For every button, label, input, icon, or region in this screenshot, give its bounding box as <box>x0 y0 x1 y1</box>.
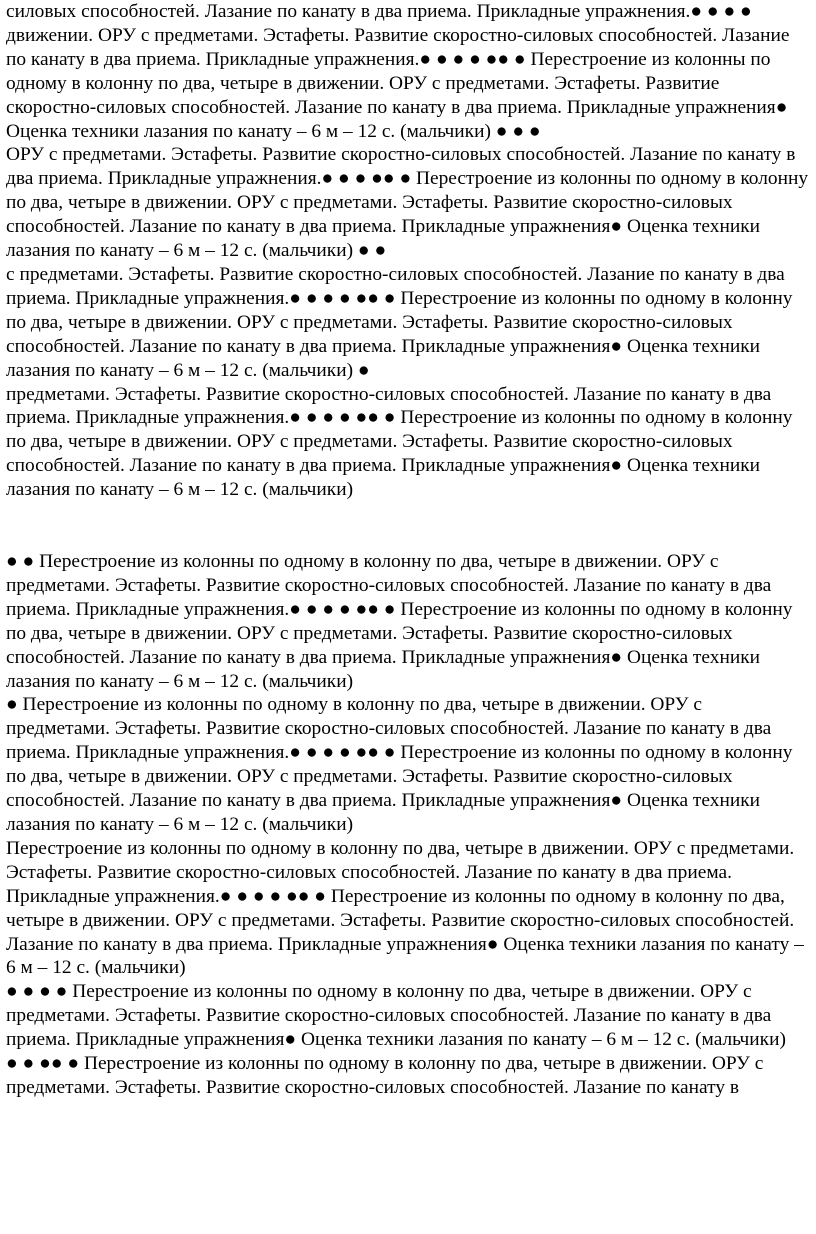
paragraph-4: с предметами. Эстафеты. Развитие скоростно-силовых способностей. Лазание по канату в два приема. Прикладные упражнения.● ● ● ● ●● ● Перестроение из колонны по одному в колонну по два, четыре в движении. ОРУ с предметами. Эстафеты. Развитие скоростно-силовых способностей. Лазание по канату в два приема. Прикладные упражнения● Оценка техники лазания по канату – 6 м – 12 с. (мальчики) ● <box>6 263 793 381</box>
paragraph-5: предметами. Эстафеты. Развитие скоростно-силовых способностей. Лазание по канату в два приема. Прикладные упражнения.● ● ● ● ●● ● Перестроение из колонны по одному в колонну по два, четыре в движении. ОРУ с предметами. Эстафеты. Развитие скоростно-силовых способностей. Лазание по канату в два приема. Прикладные упражнения● Оценка техники лазания по канату – 6 м – 12 с. (мальчики) <box>6 383 793 501</box>
paragraph-6: ● ● Перестроение из колонны по одному в колонну по два, четыре в движении. ОРУ с предметами. Эстафеты. Развитие скоростно-силовых способностей. Лазание по канату в два приема. Прикладные упражнения.● ● ● ● ●● ● Перестроение из колонны по одному в колонну по два, четыре в движении. ОРУ с предметами. Эстафеты. Развитие скоростно-силовых способностей. Лазание по канату в два приема. Прикладные упражнения● Оценка техники лазания по канату – 6 м – 12 с. (мальчики) <box>6 551 793 692</box>
paragraph-1: силовых способностей. Лазание по канату в два приема. Прикладные упражнения.● ● ● ● <box>6 1 752 22</box>
paragraph-3: ОРУ с предметами. Эстафеты. Развитие скоростно-силовых способностей. Лазание по канату в два приема. Прикладные упражнения.● ● ● ●● ● Перестроение из колонны по одному в колонну по два, четыре в движении. ОРУ с предметами. Эстафеты. Развитие скоростно-силовых способностей. Лазание по канату в два приема. Прикладные упражнения● Оценка техники лазания по канату – 6 м – 12 с. (мальчики) ● ● <box>6 144 809 262</box>
paragraph-7: ● Перестроение из колонны по одному в колонну по два, четыре в движении. ОРУ с предметами. Эстафеты. Развитие скоростно-силовых способностей. Лазание по канату в два приема. Прикладные упражнения.● ● ● ● ●● ● Перестроение из колонны по одному в колонну по два, четыре в движении. ОРУ с предметами. Эстафеты. Развитие скоростно-силовых способностей. Лазание по канату в два приема. Прикладные упражнения● Оценка техники лазания по канату – 6 м – 12 с. (мальчики) <box>6 694 793 835</box>
blank-gap <box>6 502 810 550</box>
paragraph-8: Перестроение из колонны по одному в колонну по два, четыре в движении. ОРУ с предметами. Эстафеты. Развитие скоростно-силовых способностей. Лазание по канату в два приема. Прикладные упражнения.● ● ● ● ●● ● Перестроение из колонны по одному в колонну по два, четыре в движении. ОРУ с предметами. Эстафеты. Развитие скоростно-силовых способностей. Лазание по канату в два приема. Прикладные упражнения● Оценка техники лазания по канату – 6 м – 12 с. (мальчики) <box>6 837 804 979</box>
paragraph-9: ● ● ● ● Перестроение из колонны по одному в колонну по два, четыре в движении. ОРУ с предметами. Эстафеты. Развитие скоростно-силовых способностей. Лазание по канату в два приема. Прикладные упражнения● Оценка техники лазания по канату – 6 м – 12 с. (мальчики) <box>6 981 786 1051</box>
paragraph-10: ● ● ●● ● Перестроение из колонны по одному в колонну по два, четыре в движении. ОРУ с предметами. Эстафеты. Развитие скоростно-силовых способностей. Лазание по канату в <box>6 1053 764 1098</box>
paragraph-2: движении. ОРУ с предметами. Эстафеты. Развитие скоростно-силовых способностей. Лазание по канату в два приема. Прикладные упражнения.● ● ● ● ●● ● Перестроение из колонны по одному в колонну по два, четыре в движении. ОРУ с предметами. Эстафеты. Развитие скоростно-силовых способностей. Лазание по канату в два приема. Прикладные упражнения● Оценка техники лазания по канату – 6 м – 12 с. (мальчики) ● ● ● <box>6 24 790 142</box>
